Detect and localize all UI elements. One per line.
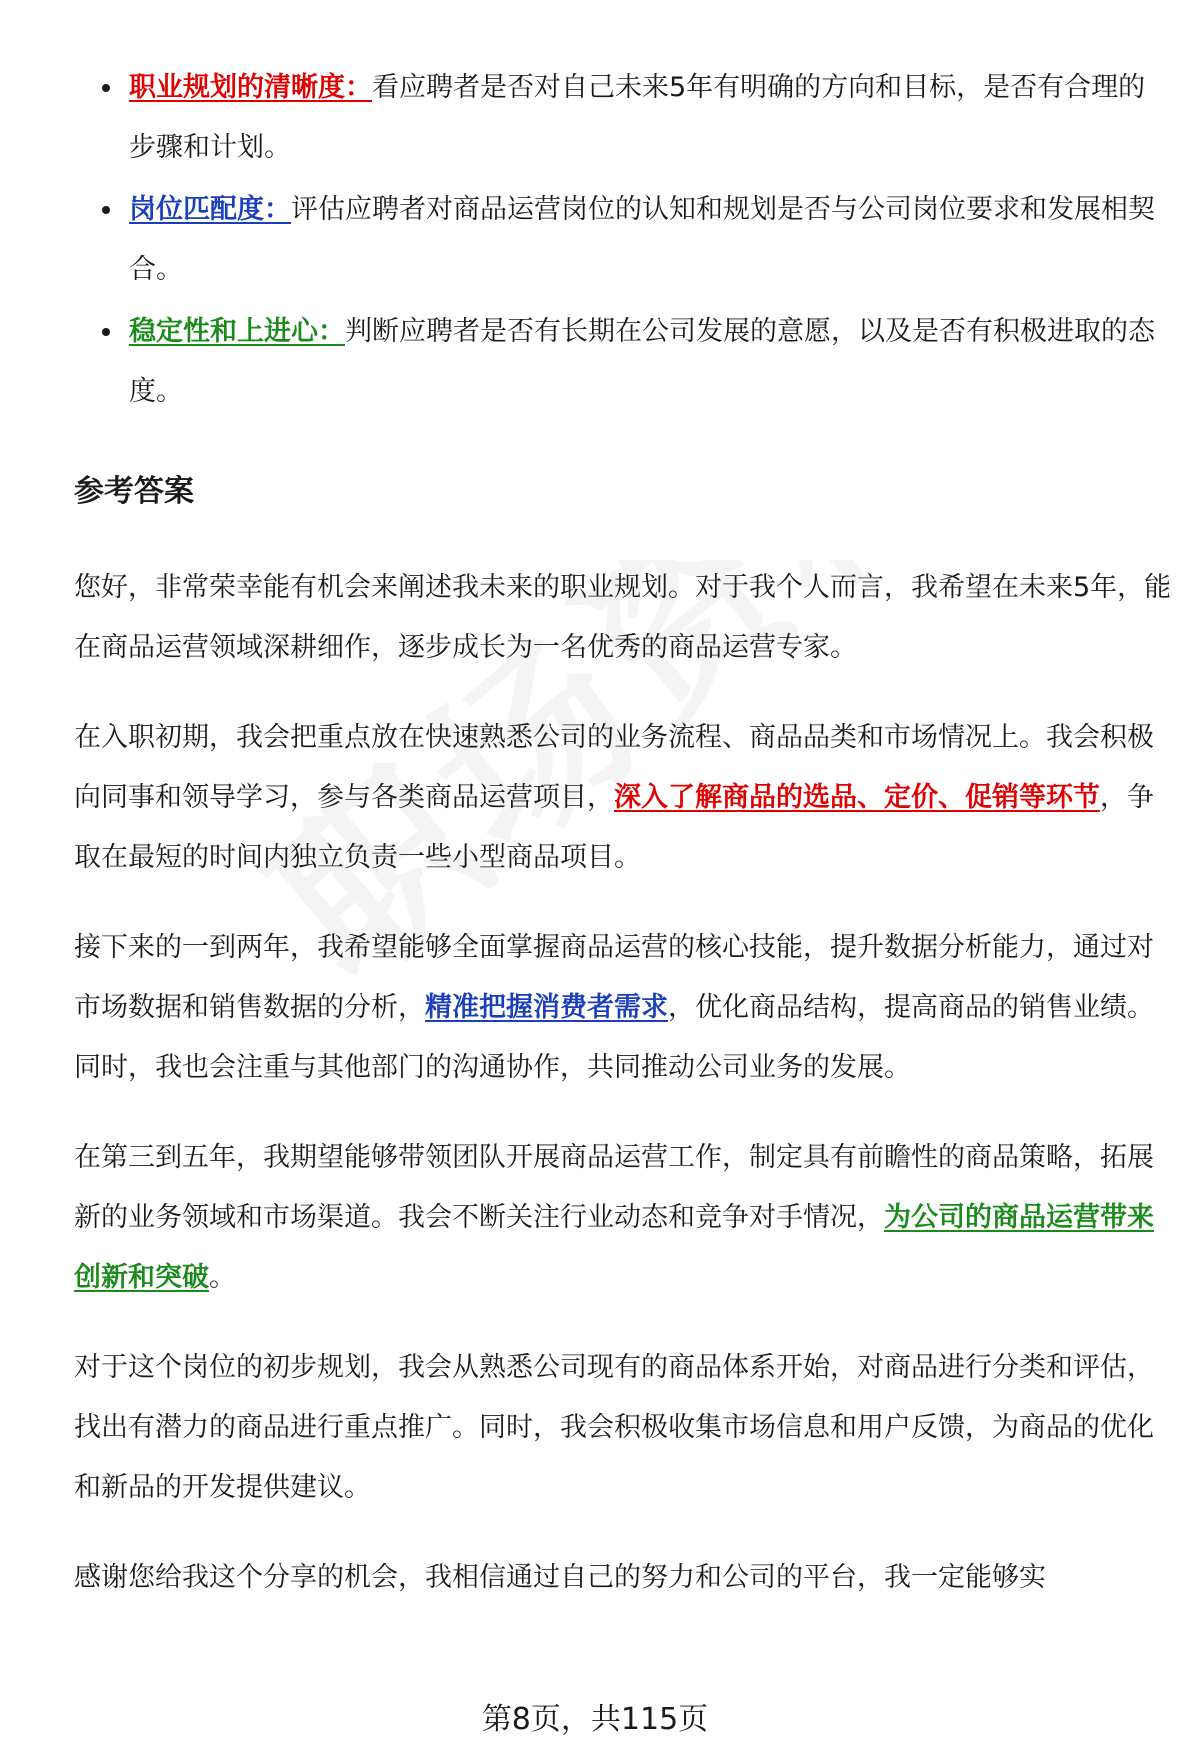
paragraph-role-plan: 对于这个岗位的初步规划，我会从熟悉公司现有的商品体系开始，对商品进行分类和评估，找出有潜力的商品进行重点推广。同时，我会积极收集市场信息和用户反馈，为商品的优化和新品的开发提供建议。 xyxy=(74,1352,1154,1503)
criteria-key: 职业规划的清晰度： xyxy=(129,72,372,103)
paragraph-late-stage xyxy=(74,1128,1172,1308)
criteria-list xyxy=(74,58,1172,422)
paragraph-text: ，争取在最短的时间内独立负责一些小型商品项目。 xyxy=(74,782,1154,873)
paragraph-text: 接下来的一到两年，我希望能够全面掌握商品运营的核心技能，提升数据分析能力，通过对市场数据和销售数据的分析， xyxy=(74,932,1154,1023)
list-item xyxy=(74,302,1172,422)
paragraph-text: 在第三到五年，我期望能够带领团队开展商品运营工作，制定具有前瞻性的商品策略，拓展新的业务领域和市场渠道。我会不断关注行业动态和竞争对手情况， xyxy=(74,1142,1154,1233)
bullet-icon xyxy=(102,206,110,214)
highlight-blue: 精准把握消费者需求 xyxy=(425,992,668,1023)
section-title: 参考答案 xyxy=(74,474,194,509)
criteria-key: 稳定性和上进心： xyxy=(129,316,345,347)
paragraph-text: 。 xyxy=(209,1262,236,1293)
criteria-text: 评估应聘者对商品运营岗位的认知和规划是否与公司岗位要求和发展相契合。 xyxy=(129,194,1155,285)
criteria-text: 判断应聘者是否有长期在公司发展的意愿，以及是否有积极进取的态度。 xyxy=(129,316,1155,407)
highlight-red: 深入了解商品的选品、定价、促销等环节 xyxy=(614,782,1100,813)
list-item xyxy=(74,180,1172,300)
criteria-key: 岗位匹配度： xyxy=(129,194,291,225)
criteria-text: 看应聘者是否对自己未来5年有明确的方向和目标，是否有合理的步骤和计划。 xyxy=(129,72,1146,163)
paragraph-intro: 您好，非常荣幸能有机会来阐述我未来的职业规划。对于我个人而言，我希望在未来5年，能在商品运营领域深耕细作，逐步成长为一名优秀的商品运营专家。 xyxy=(74,572,1172,663)
paragraph-text: 在入职初期，我会把重点放在快速熟悉公司的业务流程、商品品类和市场情况上。我会积极向同事和领导学习，参与各类商品运营项目， xyxy=(74,722,1154,813)
paragraph-early-stage xyxy=(74,708,1172,888)
bullet-icon xyxy=(102,84,110,92)
paragraph-mid-stage xyxy=(74,918,1172,1098)
paragraph-closing: 感谢您给我这个分享的机会，我相信通过自己的努力和公司的平台，我一定能够实 xyxy=(74,1562,1046,1593)
page-content xyxy=(74,58,1172,1638)
paragraph-text: ，优化商品结构，提高商品的销售业绩。同时，我也会注重与其他部门的沟通协作，共同推动公司业务的发展。 xyxy=(74,992,1154,1083)
page-footer: 第8页，共115页 xyxy=(481,1702,709,1737)
highlight-green: 为公司的商品运营带来创新和突破 xyxy=(74,1202,1154,1293)
bullet-icon xyxy=(102,328,110,336)
list-item xyxy=(74,58,1172,178)
